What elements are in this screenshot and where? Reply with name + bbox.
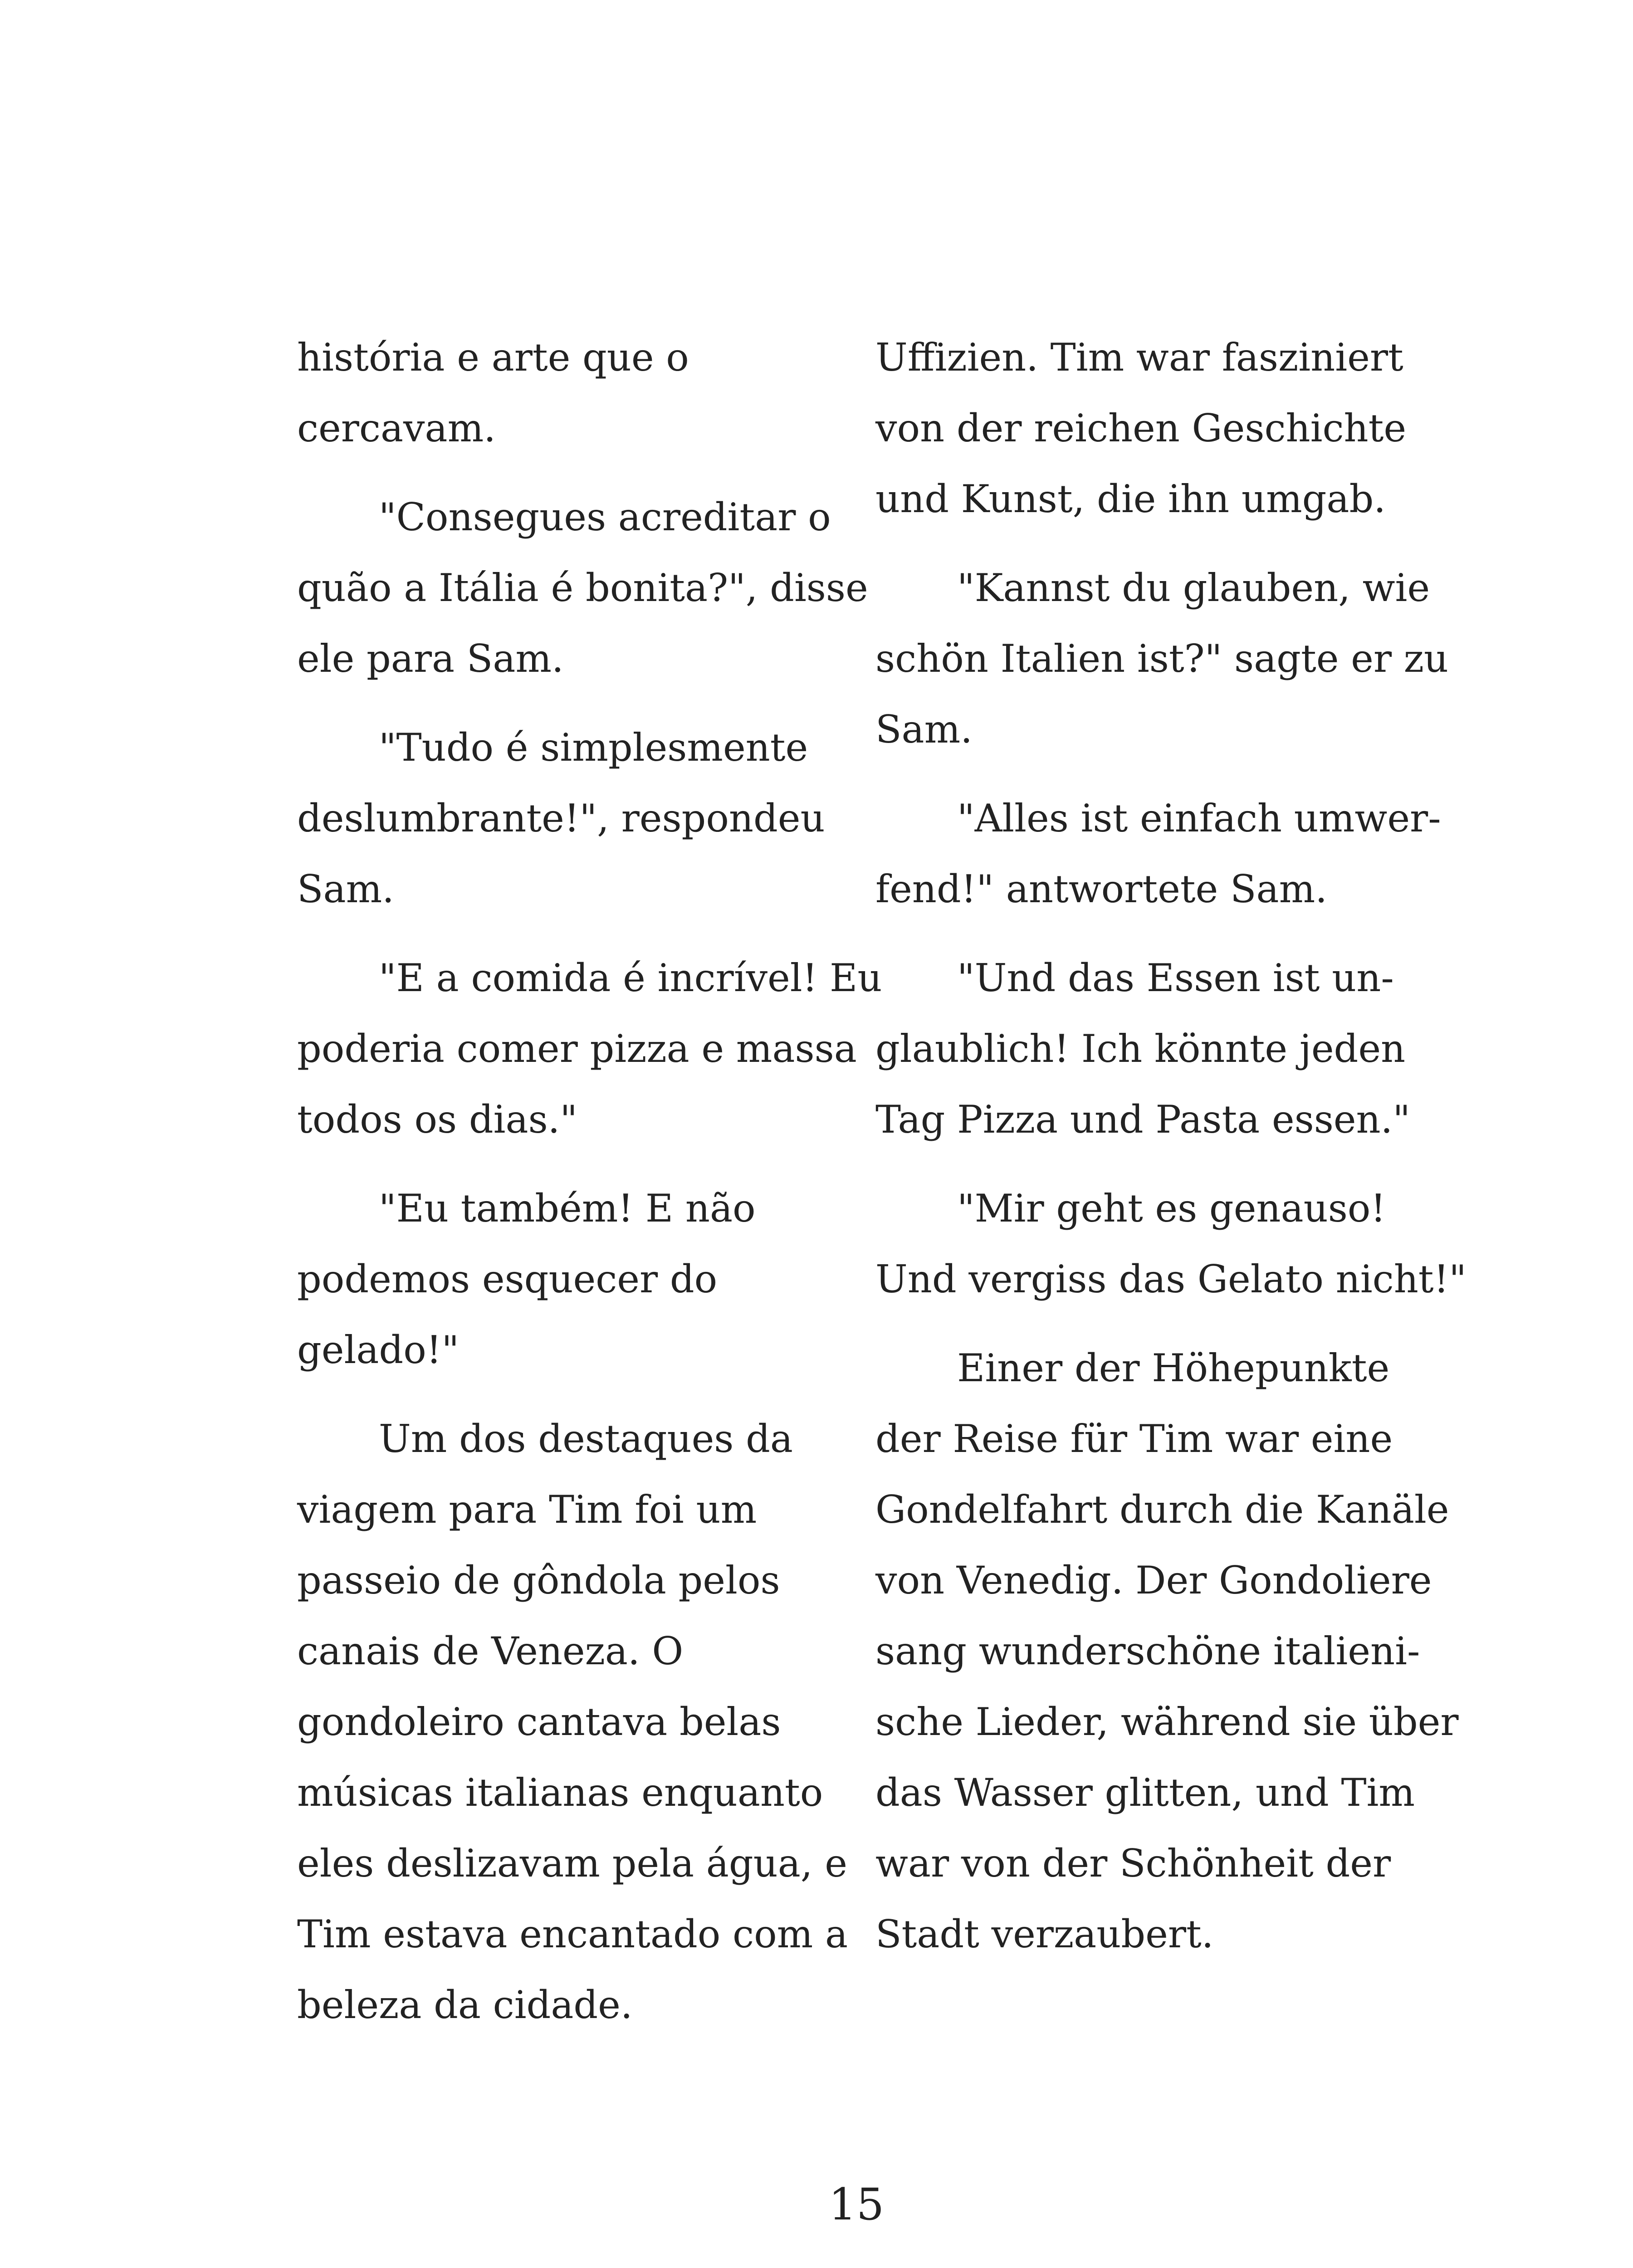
german-text-line: "Alles ist einfach umwer- (957, 796, 1441, 841)
german-text-line: "Kannst du glauben, wie (957, 566, 1430, 610)
german-paragraph (875, 1333, 1459, 1970)
portuguese-text-line: gondoleiro cantava belas (297, 1700, 781, 1744)
portuguese-text-line: "Consegues acreditar o (379, 495, 831, 539)
portuguese-paragraph (297, 943, 882, 1155)
german-text-line: war von der Schönheit der (875, 1841, 1391, 1886)
page-number: 15 (828, 2179, 885, 2230)
german-text-line: der Reise für Tim war eine (875, 1417, 1393, 1461)
portuguese-text-line: eles deslizavam pela água, e (297, 1841, 847, 1886)
portuguese-text-line: "Eu também! E não (379, 1186, 756, 1231)
german-text-line: Gondelfahrt durch die Kanäle (875, 1487, 1449, 1532)
portuguese-text-line: beleza da cidade. (297, 1983, 633, 2027)
german-paragraph (875, 943, 1433, 1155)
portuguese-text-line: viagem para Tim foi um (297, 1487, 757, 1532)
german-column (875, 322, 1467, 1970)
german-text-line: Einer der Höhepunkte (957, 1346, 1390, 1390)
portuguese-text-line: podemos esquecer do (297, 1257, 718, 1301)
german-text-line: Und vergiss das Gelato nicht!" (875, 1257, 1467, 1301)
portuguese-column (297, 322, 882, 2040)
portuguese-paragraph (297, 712, 855, 924)
portuguese-text-line: ele para Sam. (297, 636, 564, 681)
portuguese-text-line: Um dos destaques da (379, 1417, 793, 1461)
portuguese-text-line: quão a Itália é bonita?", disse (297, 566, 868, 610)
portuguese-text-line: todos os dias." (297, 1097, 578, 1142)
german-text-line: fend!" antwortete Sam. (875, 867, 1327, 911)
german-text-line: das Wasser glitten, und Tim (875, 1770, 1415, 1815)
portuguese-paragraph (297, 1173, 855, 1385)
german-paragraph (875, 1173, 1467, 1315)
portuguese-text-line: gelado!" (297, 1328, 460, 1372)
german-text-line: sche Lieder, während sie über (875, 1700, 1459, 1744)
portuguese-text-line: músicas italianas enquanto (297, 1770, 823, 1815)
german-text-line: "Mir geht es genauso! (957, 1186, 1386, 1231)
portuguese-text-line: "E a comida é incrível! Eu (379, 956, 882, 1000)
german-text-line: glaublich! Ich könnte jeden (875, 1026, 1406, 1071)
bat-icon (767, 2259, 944, 2268)
german-text-line: Tag Pizza und Pasta essen." (875, 1097, 1410, 1142)
german-paragraph (875, 783, 1441, 924)
german-text-line: Stadt verzaubert. (875, 1912, 1214, 1956)
portuguese-text-line: passeio de gôndola pelos (297, 1558, 780, 1603)
portuguese-text-line: deslumbrante!", respondeu (297, 796, 825, 841)
german-text-line: schön Italien ist?" sagte er zu (875, 636, 1449, 681)
portuguese-text-line: história e arte que o (297, 335, 689, 380)
portuguese-paragraph (297, 1403, 855, 2040)
portuguese-text-line: Sam. (297, 867, 394, 911)
german-text-line: von Venedig. Der Gondoliere (875, 1558, 1432, 1603)
portuguese-text-line: poderia comer pizza e massa (297, 1026, 857, 1071)
portuguese-text-line: "Tudo é simplesmente (379, 725, 808, 770)
german-text-line: und Kunst, die ihn umgab. (875, 477, 1386, 521)
german-paragraph (875, 552, 1449, 765)
portuguese-text-line: Tim estava encantado com a (297, 1912, 848, 1956)
german-text-line: Uffizien. Tim war fasziniert (875, 335, 1403, 380)
portuguese-text-line: cercavam. (297, 406, 496, 450)
portuguese-text-line: canais de Veneza. O (297, 1629, 684, 1673)
portuguese-paragraph (297, 482, 868, 694)
german-text-line: Sam. (875, 707, 973, 752)
german-paragraph (875, 322, 1433, 534)
portuguese-paragraph (297, 322, 855, 464)
german-text-line: "Und das Essen ist un- (957, 956, 1394, 1000)
german-text-line: sang wunderschöne italieni- (875, 1629, 1420, 1673)
german-text-line: von der reichen Geschichte (875, 406, 1407, 450)
